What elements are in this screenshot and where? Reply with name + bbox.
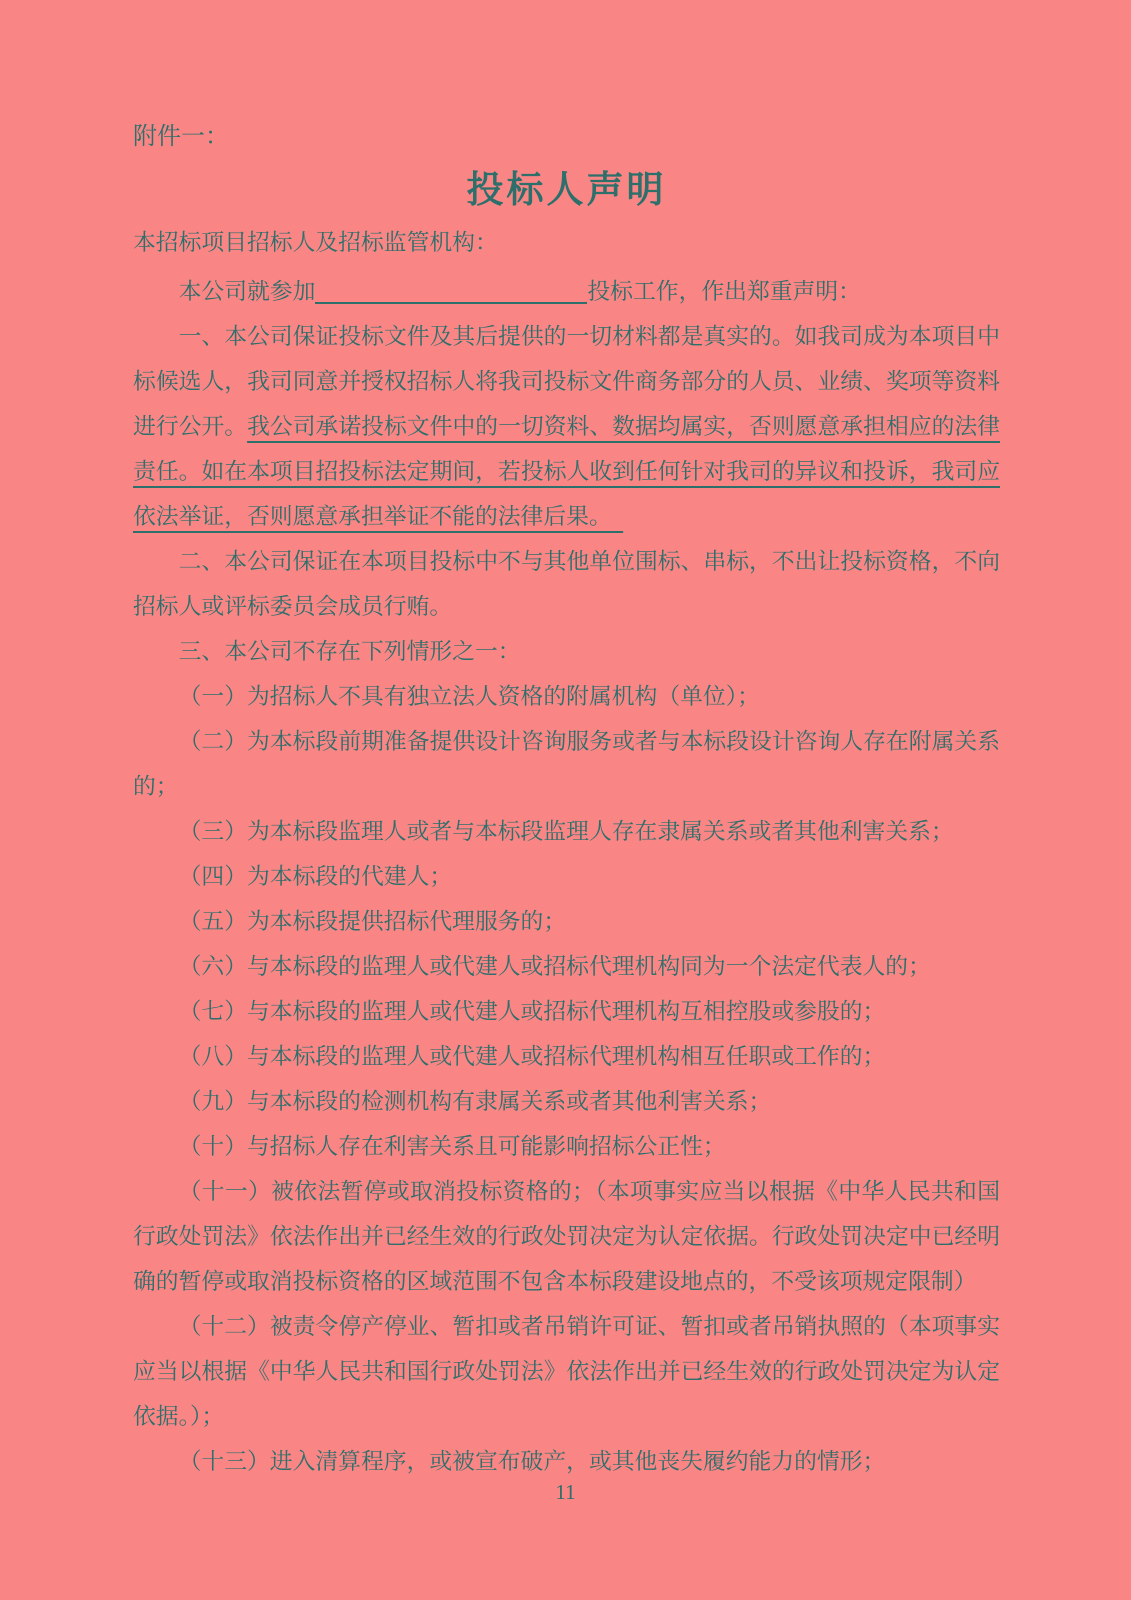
text-segment: （九）与本标段的检测机构有隶属关系或者其他利害关系；	[178, 1089, 772, 1114]
clause-3-intro	[133, 629, 1000, 674]
underlined-text: 我公司承诺投标文件中的一切资料、数据均属实，否则愿意承担相应的法律责任。如在本项目招投标法定期间，若投标人收到任何针对我司的异议和投诉，我司应依法举证，否则愿意承担举证不能的法律后果。	[133, 414, 1001, 529]
item-6	[133, 944, 1000, 989]
document-body	[133, 314, 1000, 1484]
text-segment: （三）为本标段监理人或者与本标段监理人存在隶属关系或者其他利害关系；	[178, 819, 954, 844]
clause-1	[133, 314, 1000, 539]
text-segment: （六）与本标段的监理人或代建人或招标代理机构同为一个法定代表人的；	[178, 954, 931, 979]
text-segment: （四）为本标段的代建人；	[178, 864, 453, 889]
text-segment: 三、本公司不存在下列情形之一：	[178, 639, 521, 664]
text-segment: （十）与招标人存在利害关系且可能影响招标公正性；	[178, 1134, 726, 1159]
item-12	[133, 1304, 1000, 1439]
text-segment: （十一）被依法暂停或取消投标资格的；（本项事实应当以根据《中华人民共和国行政处罚法》依法作出并已经生效的行政处罚决定为认定依据。行政处罚决定中已经明确的暂停或取消投标资格的区域范围不包含本标段建设地点的，不受该项规定限制）	[133, 1179, 1000, 1294]
declaration-intro-line	[133, 269, 1000, 314]
item-5	[133, 899, 1000, 944]
text-segment: （十三）进入清算程序，或被宣布破产，或其他丧失履约能力的情形；	[178, 1449, 886, 1474]
addressee-line: 本招标项目招标人及招标监管机构：	[133, 230, 498, 255]
item-9	[133, 1079, 1000, 1124]
text-segment: （七）与本标段的监理人或代建人或招标代理机构互相控股或参股的；	[178, 999, 886, 1024]
item-1	[133, 674, 1000, 719]
clause-2	[133, 539, 1000, 629]
attachment-label: 附件一：	[133, 124, 229, 150]
text-segment: 一、本公司保证投标文件及其后提供的一切材料都是真实的。如我司成为本项目中标候选人，我司同意并授权招标人将我司投标文件商务部分的人员、业绩、奖项等资料进行公开。	[133, 324, 1000, 439]
item-7	[133, 989, 1000, 1034]
text-segment: （八）与本标段的监理人或代建人或招标代理机构相互任职或工作的；	[178, 1044, 886, 1069]
text-segment: （一）为招标人不具有独立法人资格的附属机构（单位）；	[178, 684, 760, 709]
page-title: 投标人声明	[466, 170, 667, 211]
text-segment: （五）为本标段提供招标代理服务的；	[178, 909, 567, 934]
declaration-suffix: 投标工作，作出郑重声明：	[587, 279, 861, 304]
page-number: 11	[555, 1480, 576, 1504]
item-3	[133, 809, 1000, 854]
text-segment: （十二）被责令停产停业、暂扣或者吊销许可证、暂扣或者吊销执照的（本项事实应当以根据《中华人民共和国行政处罚法》依法作出并已经生效的行政处罚决定为认定依据。）；	[133, 1314, 1000, 1429]
text-segment: （二）为本标段前期准备提供设计咨询服务或者与本标段设计咨询人存在附属关系的；	[133, 729, 1000, 799]
item-10	[133, 1124, 1000, 1169]
text-segment: 二、本公司保证在本项目投标中不与其他单位围标、串标，不出让投标资格，不向招标人或评标委员会成员行贿。	[133, 549, 1000, 619]
fill-in-blank	[315, 284, 587, 304]
declaration-prefix: 本公司就参加	[178, 279, 316, 304]
item-4	[133, 854, 1000, 899]
item-11	[133, 1169, 1000, 1304]
item-2	[133, 719, 1000, 809]
item-8	[133, 1034, 1000, 1079]
